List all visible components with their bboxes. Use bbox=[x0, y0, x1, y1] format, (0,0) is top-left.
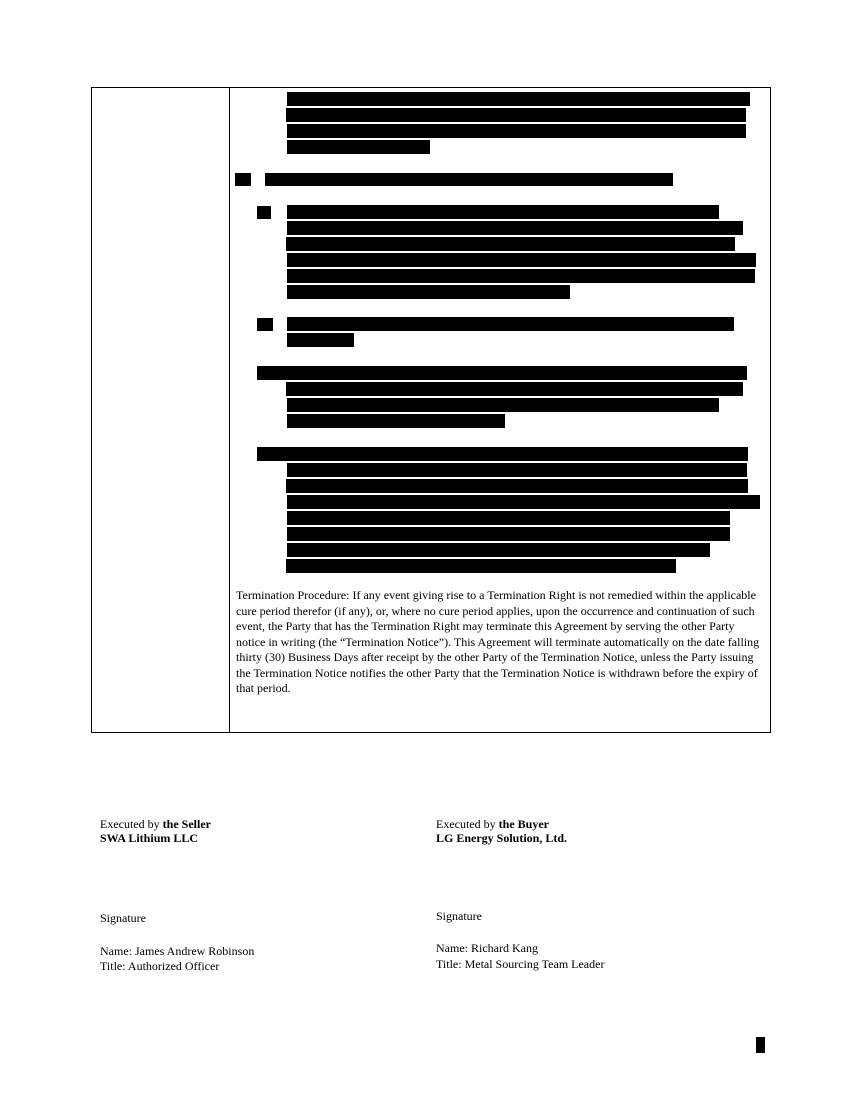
redaction-bar bbox=[235, 173, 251, 186]
redaction-bar bbox=[287, 140, 430, 154]
redaction-bar bbox=[257, 366, 747, 380]
redaction-bar bbox=[287, 253, 756, 267]
buyer-signatory-name: Name: Richard Kang bbox=[436, 941, 538, 955]
redaction-bar bbox=[286, 479, 748, 493]
buyer-party-label: the Buyer bbox=[498, 817, 549, 831]
redaction-bar bbox=[287, 511, 730, 525]
buyer-executed-line bbox=[436, 818, 567, 832]
redaction-bar bbox=[287, 463, 747, 477]
redaction-bar bbox=[287, 414, 505, 428]
redaction-bar bbox=[286, 559, 676, 573]
redaction-bar bbox=[287, 124, 746, 138]
seller-signatory-name: Name: James Andrew Robinson bbox=[100, 944, 255, 958]
seller-company-name: SWA Lithium LLC bbox=[100, 830, 199, 845]
redaction-bar bbox=[287, 527, 730, 541]
seller-executed-line bbox=[100, 818, 211, 832]
buyer-executed-block bbox=[436, 818, 567, 845]
redaction-bar bbox=[287, 543, 710, 557]
redaction-bar bbox=[257, 318, 273, 331]
termination-procedure-clause: Termination Procedure: If any event giving rise to a Termination Right is not remedied within the applicable cure period therefor (if any), or, where no cure period applies, upon the occurrence and continuation of such event, the Party that has the Termination Right may terminate this Agreement by serving the other Party notice in writing (the “Termination Notice”). This Agreement will terminate automatically on the date falling thirty (30) Business Days after receipt by the other Party of the Termination Notice, unless the Party issuing the Termination Notice notifies the other Party that the Termination Notice is withdrawn before the expiry of that period. bbox=[236, 588, 760, 695]
seller-signature-label: Signature bbox=[100, 911, 146, 925]
redacted-page-number bbox=[756, 1037, 765, 1053]
redaction-bar bbox=[286, 382, 743, 396]
redaction-bar bbox=[287, 221, 743, 235]
buyer-signature-label: Signature bbox=[436, 909, 482, 923]
table-column-divider bbox=[229, 87, 230, 733]
redaction-bar bbox=[287, 333, 354, 347]
redaction-bar bbox=[265, 173, 673, 186]
redaction-bar bbox=[287, 285, 570, 299]
redaction-bar bbox=[287, 495, 760, 509]
redaction-bar bbox=[287, 269, 755, 283]
redaction-bar bbox=[287, 205, 719, 219]
buyer-executed-prefix: Executed by bbox=[436, 817, 499, 831]
seller-signatory-title: Title: Authorized Officer bbox=[100, 959, 220, 973]
redaction-bar bbox=[257, 206, 271, 219]
seller-executed-prefix: Executed by bbox=[100, 817, 163, 831]
redaction-bar bbox=[286, 237, 735, 251]
redaction-bar bbox=[286, 108, 746, 122]
seller-executed-block bbox=[100, 818, 211, 845]
buyer-signatory-title: Title: Metal Sourcing Team Leader bbox=[436, 957, 605, 971]
buyer-company-name: LG Energy Solution, Ltd. bbox=[436, 830, 568, 845]
redaction-bar bbox=[287, 317, 734, 331]
redaction-bar bbox=[257, 447, 748, 461]
redaction-bar bbox=[287, 92, 750, 106]
redaction-bar bbox=[287, 398, 719, 412]
seller-party-label: the Seller bbox=[162, 817, 211, 831]
